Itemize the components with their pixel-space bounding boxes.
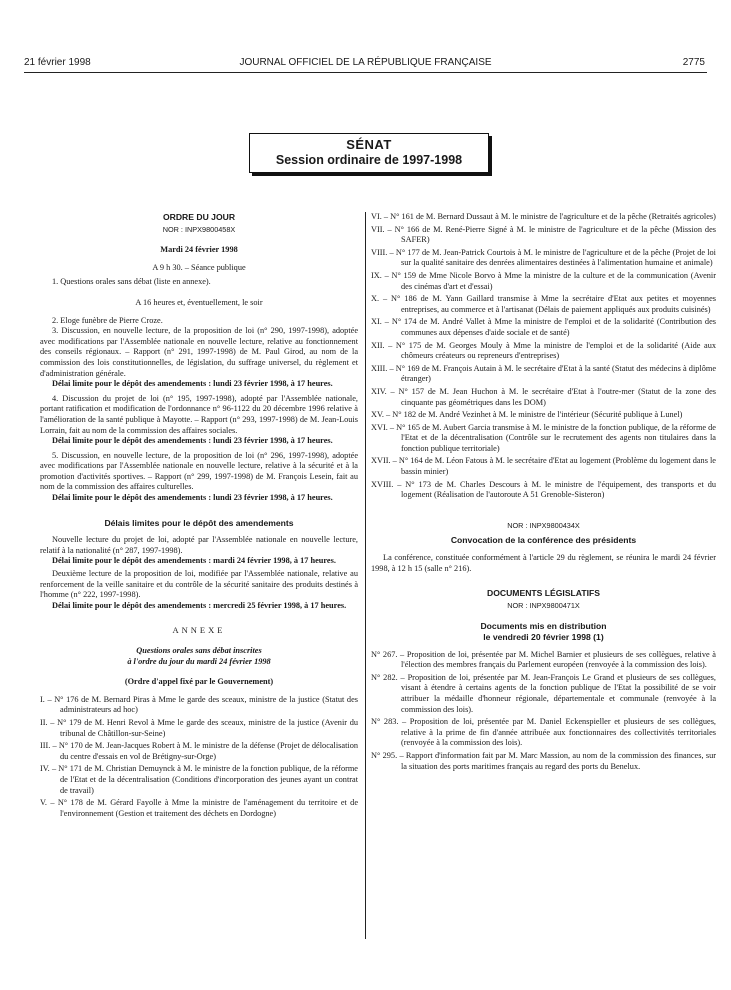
delais-paragraph-2-delai: Délai limite pour le dépôt des amendements : mercredi 25 février 1998, à 17 heures. xyxy=(52,600,347,610)
documents-subtitle-line-2: le vendredi 20 février 1998 (1) xyxy=(483,632,604,642)
right-column xyxy=(371,212,716,772)
ordre-afternoon-session: A 16 heures et, éventuellement, le soir xyxy=(135,297,263,307)
ordre-morning-session: A 9 h 30. – Séance publique xyxy=(152,262,246,272)
questions-title-line-1: Questions orales sans débat inscrites xyxy=(136,646,262,655)
ordre-item-5-delai: Délai limite pour le dépôt des amendements : lundi 23 février 1998, à 17 heures. xyxy=(52,493,333,503)
question-item: III. – N° 170 de M. Jean-Jacques Robert à M. le ministre de la défense (Projet de délocalisation du centre d'essais en vol de Brétigny-sur-Orge) xyxy=(40,741,358,761)
delais-paragraph-1-delai: Délai limite pour le dépôt des amendements : mardi 24 février 1998, à 17 heures. xyxy=(52,556,336,566)
question-item: IX. – N° 159 de Mme Nicole Borvo à Mme la ministre de la culture et de la communication (Avenir des cinémas d'art et d'essai) xyxy=(371,270,716,291)
documents-nor: NOR : INPX9800471X xyxy=(507,600,580,610)
title-senat: SÉNAT xyxy=(346,137,392,152)
questions-list-right xyxy=(371,212,716,501)
header-date: 21 février 1998 xyxy=(24,57,91,68)
document-item: N° 295. – Rapport d'information fait par M. Marc Massion, au nom de la commission des finances, sur la situation des ports maritimes français au regard des ports du Benelux. xyxy=(371,750,716,771)
ordre-day: Mardi 24 février 1998 xyxy=(160,245,238,255)
page-header xyxy=(24,57,707,71)
question-item: VIII. – N° 177 de M. Jean-Patrick Courtois à M. le ministre de l'agriculture et de la pêche (Projet de loi sur la qualité sanitaire des denrées alimentaires destinées à l'alimentation humaine et animale) xyxy=(371,247,716,268)
convocation-nor: NOR : INPX9800434X xyxy=(507,520,580,530)
question-item: VII. – N° 166 de M. René-Pierre Signé à M. le ministre de l'agriculture et de la pêche (Mission des SAFER) xyxy=(371,224,716,245)
ordre-du-jour-title: ORDRE DU JOUR xyxy=(162,212,236,222)
ordre-item-2: 2. Eloge funèbre de Pierre Croze. xyxy=(52,315,163,325)
ordre-item-3: 3. Discussion, en nouvelle lecture, de la proposition de loi (n° 290, 1997-1998), adoptée avec modifications par l'Assemblée nationale en nouvelle lecture, relative au fonctionnement des conseils régionaux. – Rapport (n° 291, 1997-1998) de M. Paul Girod, au nom de la commission des lois constitutionnelles, de législation, du suffrage universel, du règlement et d'administration générale. xyxy=(40,326,358,378)
question-item: XVIII. – N° 173 de M. Charles Descours à M. le ministre de l'équipement, des transports et du logement (Réalisation de l'autoroute A 51 Grenoble-Sisteron) xyxy=(371,479,716,500)
ordre-appel: (Ordre d'appel fixé par le Gouvernement) xyxy=(124,677,274,687)
question-item: XVII. – N° 164 de M. Léon Fatous à M. le secrétaire d'Etat au logement (Problème du logement dans le bassin minier) xyxy=(371,456,716,477)
delais-title: Délais limites pour le dépôt des amendements xyxy=(104,517,294,528)
question-item: XVI. – N° 165 de M. Aubert Garcia transmise à M. le ministre de la fonction publique, de la réforme de l'Etat et de la décentralisation (Contrôle sur le recrutement des agents non titulaires dans la fonction publique territoriale) xyxy=(371,422,716,453)
questions-list-left xyxy=(40,695,358,820)
title-box xyxy=(249,133,489,173)
ordre-item-4-delai: Délai limite pour le dépôt des amendements : lundi 23 février 1998, à 17 heures. xyxy=(52,436,333,446)
header-rule xyxy=(24,72,707,73)
question-item: XIII. – N° 169 de M. François Autain à M. le secrétaire d'Etat à la santé (Statut des médecins à diplôme étranger) xyxy=(371,363,716,384)
ordre-nor: NOR : INPX9800458X xyxy=(162,224,236,234)
left-column xyxy=(40,212,358,819)
header-journal-title: JOURNAL OFFICIEL DE LA RÉPUBLIQUE FRANÇAISE xyxy=(239,57,492,68)
column-divider xyxy=(365,212,366,939)
delais-paragraph-2: Deuxième lecture de la proposition de loi, modifiée par l'Assemblée nationale, relative au renforcement de la veille sanitaire et du contrôle de la sécurité sanitaire des produits destinés à l'homme (n° 222, 1997-1998). xyxy=(40,569,358,600)
question-item: V. – N° 178 de M. Gérard Fayolle à Mme la ministre de l'aménagement du territoire et de l'environnement (Gestion et traitement des déchets en Dordogne) xyxy=(40,798,358,818)
annexe-title: ANNEXE xyxy=(172,625,226,636)
question-item: XV. – N° 182 de M. André Vezinhet à M. le ministre de l'intérieur (Sécurité publique à Lunel) xyxy=(371,410,683,420)
convocation-title: Convocation de la conférence des présidents xyxy=(450,535,637,546)
document-item: N° 283. – Proposition de loi, présentée par M. Daniel Eckenspieller et plusieurs de ses collègues, relative à la prime de fin d'année attribuée aux fonctionnaires des collectivités territoriales (renvoyée à la commission des lois). xyxy=(371,717,716,748)
documents-subtitle-line-1: Documents mis en distribution xyxy=(480,621,607,632)
question-item: XII. – N° 175 de M. Georges Mouly à Mme la ministre de l'emploi et de la solidarité (Aide aux chômeurs créateurs ou repreneurs d'entreprises) xyxy=(371,340,716,361)
question-item: X. – N° 186 de M. Yann Gaillard transmise à Mme la secrétaire d'Etat aux petites et moyennes entreprises, au commerce et à l'artisanat (Délais de paiement appliqués aux produits cuisinés) xyxy=(371,294,716,314)
question-item: II. – N° 179 de M. Henri Revol à Mme le garde des sceaux, ministre de la justice (Avenir du tribunal de Châtillon-sur-Seine) xyxy=(40,717,358,738)
ordre-item-3-delai: Délai limite pour le dépôt des amendements : lundi 23 février 1998, à 17 heures. xyxy=(52,379,333,389)
question-item: VI. – N° 161 de M. Bernard Dussaut à M. le ministre de l'agriculture et de la pêche (Retraités agricoles) xyxy=(371,212,716,221)
header-page-number: 2775 xyxy=(682,57,705,68)
document-item: N° 282. – Proposition de loi, présentée par M. Jean-François Le Grand et plusieurs de ses collègues, visant à étendre à certains agents de la fonction publique de l'Etat la possibilité de se voir attribuer la médaille d'honneur régionale, départementale et communale (renvoyée à la commission des lois). xyxy=(371,672,716,714)
documents-title: DOCUMENTS LÉGISLATIFS xyxy=(487,588,600,599)
question-item: XIV. – N° 157 de M. Jean Huchon à M. le secrétaire d'Etat à l'outre-mer (Statut de la zone des cinquante pas géométriques dans les DOM) xyxy=(371,386,716,407)
ordre-item-5: 5. Discussion, en nouvelle lecture, de la proposition de loi (n° 296, 1997-1998), adoptée avec modifications par l'Assemblée nationale en nouvelle lecture, relative à la sécurité et à la promotion d'activités sportives. – Rapport (n° 299, 1997-1998) de M. François Lesein, fait au nom de la commission des affaires culturelles. xyxy=(40,450,358,492)
questions-title-line-2: à l'ordre du jour du mardi 24 février 1998 xyxy=(127,656,271,666)
delais-paragraph-1: Nouvelle lecture du projet de loi, adopté par l'Assemblée nationale en nouvelle lecture, relatif à la nationalité (n° 287, 1997-1998). xyxy=(40,535,358,555)
convocation-text: La conférence, constituée conformément à l'article 29 du règlement, se réunira le mardi 24 février 1998, à 12 h 15 (salle n° 216). xyxy=(371,553,716,573)
question-item: XI. – N° 174 de M. André Vallet à Mme la ministre de l'emploi et de la solidarité (Contribution des communes aux dépenses d'aide sociale et de santé) xyxy=(371,317,716,337)
question-item: IV. – N° 171 de M. Christian Demuynck à M. le ministre de la fonction publique, de la réforme de l'Etat et de la décentralisation (Conditions d'incorporation des jeunes ayant un contrat de travail) xyxy=(40,764,358,795)
ordre-item-1: 1. Questions orales sans débat (liste en annexe). xyxy=(52,277,211,287)
ordre-item-4: 4. Discussion du projet de loi (n° 195, 1997-1998), adopté par l'Assemblée nationale, portant ratification et modification de l'ordonnance n° 96-1122 du 20 décembre 1996 relative à l'amélioration de la santé publique à Mayotte. – Rapport (n° 293, 1997-1998) de M. Jean-Louis Lorrain, fait au nom de la commission des affaires sociales. xyxy=(40,393,358,435)
title-session: Session ordinaire de 1997-1998 xyxy=(275,153,463,167)
document-item: N° 267. – Proposition de loi, présentée par M. Michel Barnier et plusieurs de ses collègues, relative à l'élection des membres français du Parlement européen (renvoyée à la commission des lois). xyxy=(371,649,716,670)
question-item: I. – N° 176 de M. Bernard Piras à Mme le garde des sceaux, ministre de la justice (Statut des administrateurs ad hoc) xyxy=(40,694,358,715)
documents-list xyxy=(371,650,716,773)
